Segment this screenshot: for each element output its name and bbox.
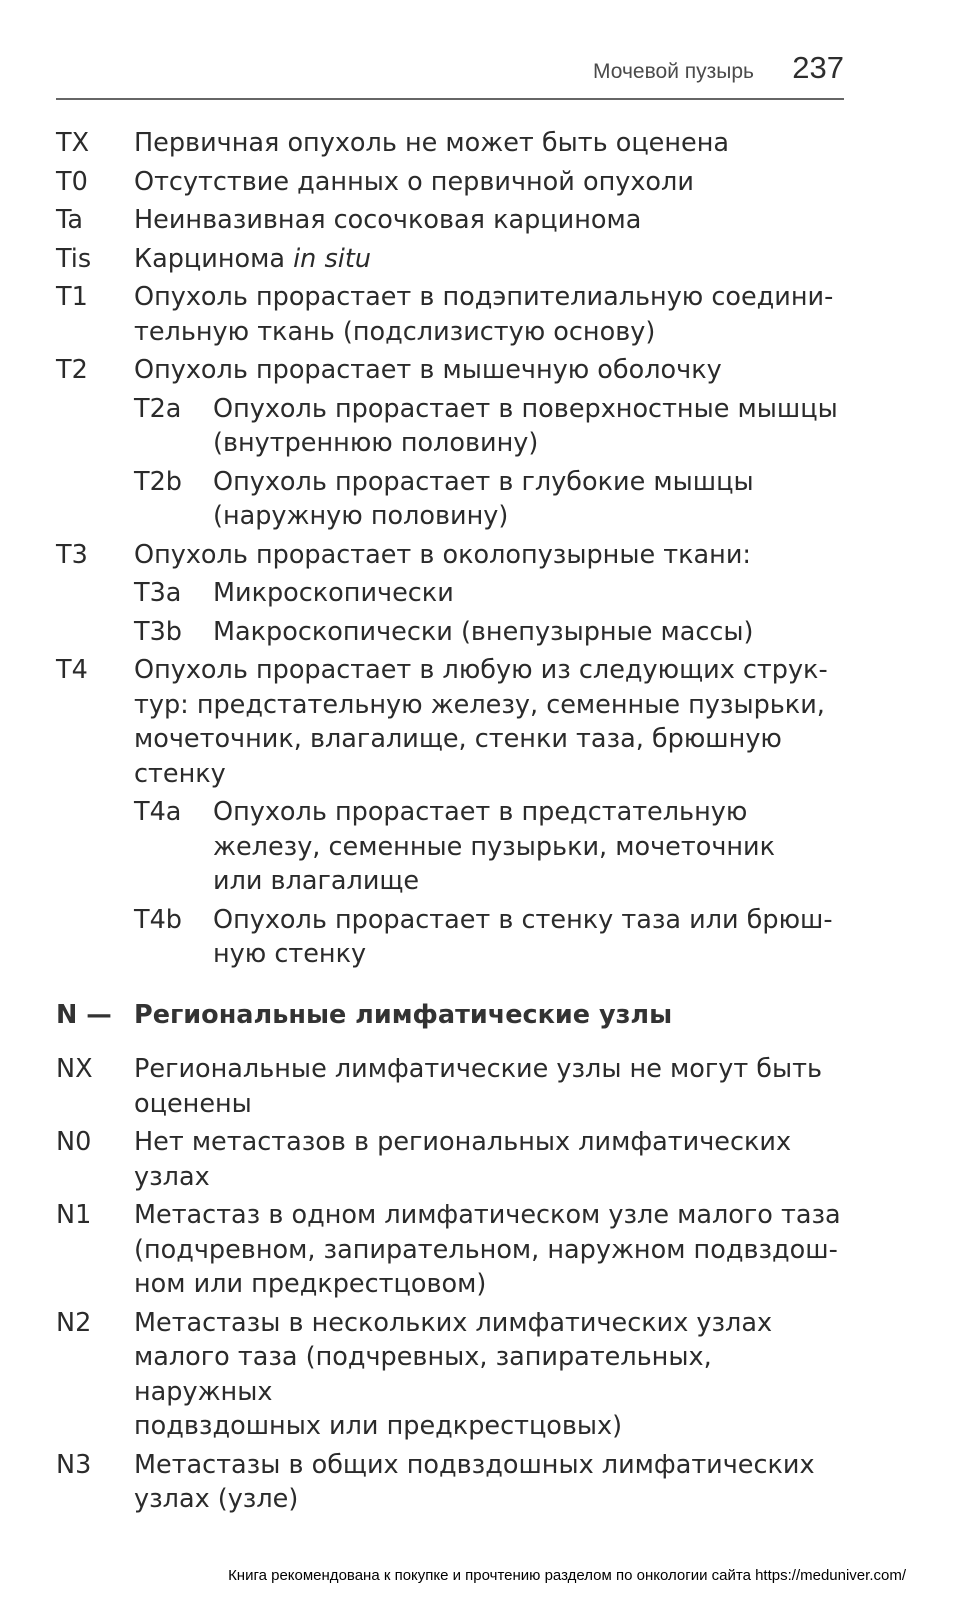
- entry-code: T3b: [134, 616, 182, 647]
- entry-text: [213, 392, 856, 461]
- entry-code: T4a: [134, 797, 182, 827]
- entry-code: N2: [56, 1307, 92, 1338]
- entry-line: Метастазы в нескольких лимфатических узлах: [134, 1307, 773, 1338]
- entry-t4b: [56, 903, 856, 972]
- entry-line: Опухоль прорастает в подэпителиальную соедини-: [134, 282, 834, 312]
- entry-text: [134, 1448, 856, 1517]
- entry-t3b: [56, 615, 856, 650]
- entry-ta: [56, 203, 856, 238]
- entry-code: T2a: [134, 393, 182, 424]
- entry-code: N3: [56, 1449, 92, 1480]
- entry-line: (внутреннюю половину): [213, 428, 539, 458]
- section-title: Региональные лимфатические узлы: [134, 999, 673, 1030]
- section-heading-n: [56, 998, 856, 1033]
- entry-text: [134, 1125, 856, 1194]
- entry-line: Региональные лимфатические узлы не могут быть: [134, 1054, 823, 1084]
- entry-line: тур: предстательную железу, семенные пузырьки,: [134, 689, 825, 720]
- entry-text: Первичная опухоль не может быть оценена: [134, 128, 730, 158]
- entry-line: Метастаз в одном лимфатическом узле малого таза: [134, 1200, 841, 1230]
- entry-n0: [56, 1125, 856, 1194]
- entry-text: [134, 280, 856, 349]
- entry-t2a: [56, 392, 856, 461]
- entry-text: [134, 653, 856, 791]
- entry-code: T0: [56, 166, 88, 197]
- entry-line: (наружную половину): [213, 501, 509, 531]
- page-header: [56, 46, 844, 100]
- entry-t1: [56, 280, 856, 349]
- entry-line: Нет метастазов в региональных лимфатических: [134, 1127, 792, 1157]
- entry-n1: [56, 1198, 856, 1302]
- entry-code: Tis: [56, 243, 92, 274]
- footer-note: Книга рекомендована к покупке и прочтению разделом по онкологии сайта https://meduniver.com/: [228, 1567, 906, 1584]
- entry-n2: [56, 1306, 856, 1444]
- entry-code: T2: [56, 355, 88, 385]
- entry-line: узлах: [134, 1161, 210, 1192]
- entry-line: Опухоль прорастает в любую из следующих струк-: [134, 655, 828, 685]
- entry-code: T3a: [134, 578, 182, 608]
- entry-line: ном или предкрестцовом): [134, 1269, 487, 1299]
- entry-text: [134, 1306, 856, 1444]
- entry-tx: [56, 126, 856, 161]
- entry-code: N0: [56, 1127, 92, 1157]
- entry-text: Макроскопически (внепузырные массы): [213, 616, 754, 647]
- entry-line: железу, семенные пузырьки, мочеточник: [213, 831, 776, 862]
- entry-code: T3: [56, 539, 88, 570]
- entry-line: Опухоль прорастает в глубокие мышцы: [213, 466, 754, 497]
- entry-nx: [56, 1052, 856, 1121]
- entry-line: Опухоль прорастает в поверхностные мышцы: [213, 393, 838, 424]
- entry-t4: [56, 653, 856, 791]
- entry-text-italic: in situ: [293, 243, 371, 274]
- staging-list: [56, 126, 856, 1517]
- entry-line: или влагалище: [213, 866, 420, 896]
- entry-text: [134, 242, 856, 277]
- entry-line: тельную ткань (подслизистую основу): [134, 316, 656, 347]
- entry-line: оценены: [134, 1088, 252, 1119]
- entry-text: [134, 1052, 856, 1121]
- entry-code: N1: [56, 1200, 92, 1230]
- entry-text: [134, 1198, 856, 1302]
- entry-line: (подчревном, запирательном, наружном подвздош-: [134, 1234, 838, 1265]
- entry-n3: [56, 1448, 856, 1517]
- entry-code: T1: [56, 282, 88, 312]
- entry-t2: [56, 353, 856, 388]
- entry-text-regular: Карцинома: [134, 243, 294, 274]
- entry-code: T4b: [134, 904, 182, 935]
- entry-code: TX: [56, 128, 90, 158]
- entry-t2b: [56, 465, 856, 534]
- entry-line: Опухоль прорастает в предстательную: [213, 797, 748, 827]
- running-title: Мочевой пузырь: [593, 60, 754, 83]
- section-code: N —: [56, 999, 112, 1030]
- entry-line: стенку: [134, 758, 226, 789]
- entry-line: мочеточник, влагалище, стенки таза, брюшную: [134, 724, 782, 754]
- entry-code: Ta: [56, 205, 83, 235]
- entry-t0: [56, 165, 856, 200]
- entry-text: [213, 903, 856, 972]
- entry-text: Опухоль прорастает в мышечную оболочку: [134, 355, 722, 385]
- entry-line: ную стенку: [213, 939, 367, 969]
- entry-code: T4: [56, 655, 88, 685]
- header-rule: [56, 98, 844, 100]
- entry-text: Отсутствие данных о первичной опухоли: [134, 166, 694, 197]
- entry-line: Опухоль прорастает в стенку таза или брюш-: [213, 904, 833, 935]
- entry-text: [213, 465, 856, 534]
- entry-code: NX: [56, 1054, 93, 1084]
- entry-line: узлах (узле): [134, 1484, 299, 1514]
- entry-line: подвздошных или предкрестцовых): [134, 1411, 623, 1441]
- entry-t3: [56, 538, 856, 573]
- entry-text: Микроскопически: [213, 578, 454, 608]
- entry-line: Метастазы в общих подвздошных лимфатических: [134, 1449, 815, 1480]
- entry-text: Опухоль прорастает в околопузырные ткани:: [134, 539, 751, 570]
- page-number: 237: [792, 50, 844, 85]
- entry-text: [213, 795, 856, 899]
- entry-t4a: [56, 795, 856, 899]
- entry-code: T2b: [134, 466, 182, 497]
- entry-t3a: [56, 576, 856, 611]
- entry-text: Неинвазивная сосочковая карцинома: [134, 205, 642, 235]
- entry-line: малого таза (подчревных, запирательных, наружных: [134, 1342, 712, 1407]
- entry-tis: [56, 242, 856, 277]
